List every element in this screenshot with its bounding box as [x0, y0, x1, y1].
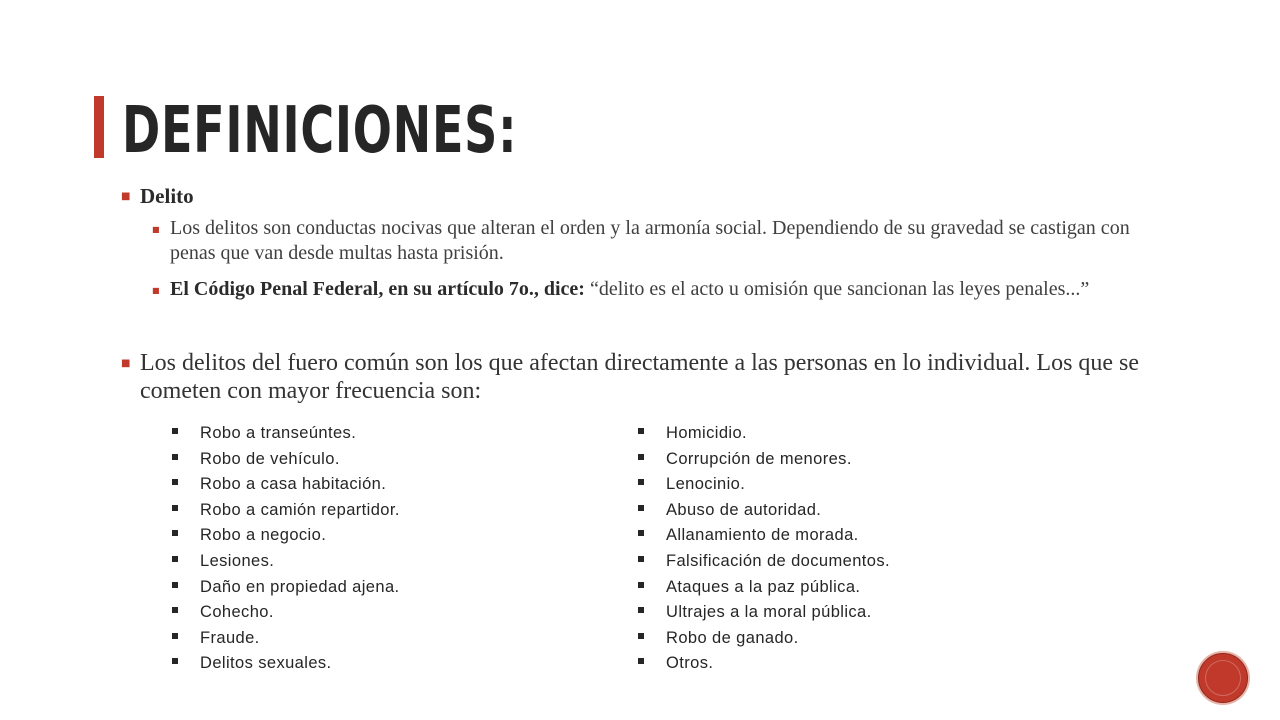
square-bullet-icon: [172, 582, 178, 588]
square-bullet-icon: [638, 607, 644, 613]
list-item: Ultrajes a la moral pública.: [638, 602, 890, 628]
list-item: Cohecho.: [172, 602, 400, 628]
square-bullet-icon: [638, 505, 644, 511]
crime-list-left: [172, 423, 400, 679]
list-item: Lenocinio.: [638, 474, 890, 500]
square-bullet-icon: ■: [121, 191, 131, 202]
square-bullet-icon: [172, 556, 178, 562]
square-bullet-icon: ■: [152, 225, 160, 234]
list-item: Falsificación de documentos.: [638, 551, 890, 577]
square-bullet-icon: [638, 428, 644, 434]
title-accent-bar: [94, 96, 104, 158]
list-item: Robo de ganado.: [638, 628, 890, 654]
definition-text: Los delitos son conductas nocivas que alteran el orden y la armonía social. Dependiendo de su gravedad se castigan con penas que van desde multas hasta prisión.: [170, 217, 1130, 264]
list-item: Robo a casa habitación.: [172, 474, 400, 500]
square-bullet-icon: [638, 556, 644, 562]
square-bullet-icon: [172, 658, 178, 664]
logo-inner-ring: [1205, 660, 1241, 696]
list-item: Daño en propiedad ajena.: [172, 577, 400, 603]
square-bullet-icon: [638, 530, 644, 536]
list-item: Delitos sexuales.: [172, 653, 400, 679]
list-item: Homicidio.: [638, 423, 890, 449]
square-bullet-icon: [172, 505, 178, 511]
codigo-penal-label: El Código Penal Federal, en su artículo 7o., dice:: [170, 278, 585, 300]
page-title: DEFINICIONES:: [122, 94, 518, 168]
square-bullet-icon: [172, 454, 178, 460]
list-item: Robo a camión repartidor.: [172, 500, 400, 526]
list-item: Corrupción de menores.: [638, 449, 890, 475]
square-bullet-icon: ■: [152, 286, 160, 295]
delito-heading: Delito: [140, 184, 194, 208]
list-item: Otros.: [638, 653, 890, 679]
square-bullet-icon: [172, 428, 178, 434]
square-bullet-icon: [172, 479, 178, 485]
square-bullet-icon: [638, 633, 644, 639]
list-item: Abuso de autoridad.: [638, 500, 890, 526]
square-bullet-icon: [638, 658, 644, 664]
red-circle-logo-icon: [1198, 653, 1248, 703]
codigo-penal-text: “delito es el acto u omisión que sancionan las leyes penales...”: [584, 278, 1090, 300]
square-bullet-icon: [638, 479, 644, 485]
list-item: Allanamiento de morada.: [638, 525, 890, 551]
square-bullet-icon: ■: [121, 358, 131, 369]
fuero-comun-text: Los delitos del fuero común son los que afectan directamente a las personas en lo individual. Los que se cometen con mayor frecuencia son:: [140, 350, 1140, 404]
list-item: Robo a negocio.: [172, 525, 400, 551]
square-bullet-icon: [638, 582, 644, 588]
list-item: Lesiones.: [172, 551, 400, 577]
list-item: Robo de vehículo.: [172, 449, 400, 475]
list-item: Ataques a la paz pública.: [638, 577, 890, 603]
codigo-penal-quote: [170, 277, 1160, 302]
list-item: Fraude.: [172, 628, 400, 654]
crime-list-right: [638, 423, 890, 679]
square-bullet-icon: [172, 633, 178, 639]
square-bullet-icon: [638, 454, 644, 460]
square-bullet-icon: [172, 607, 178, 613]
list-item: Robo a transeúntes.: [172, 423, 400, 449]
square-bullet-icon: [172, 530, 178, 536]
